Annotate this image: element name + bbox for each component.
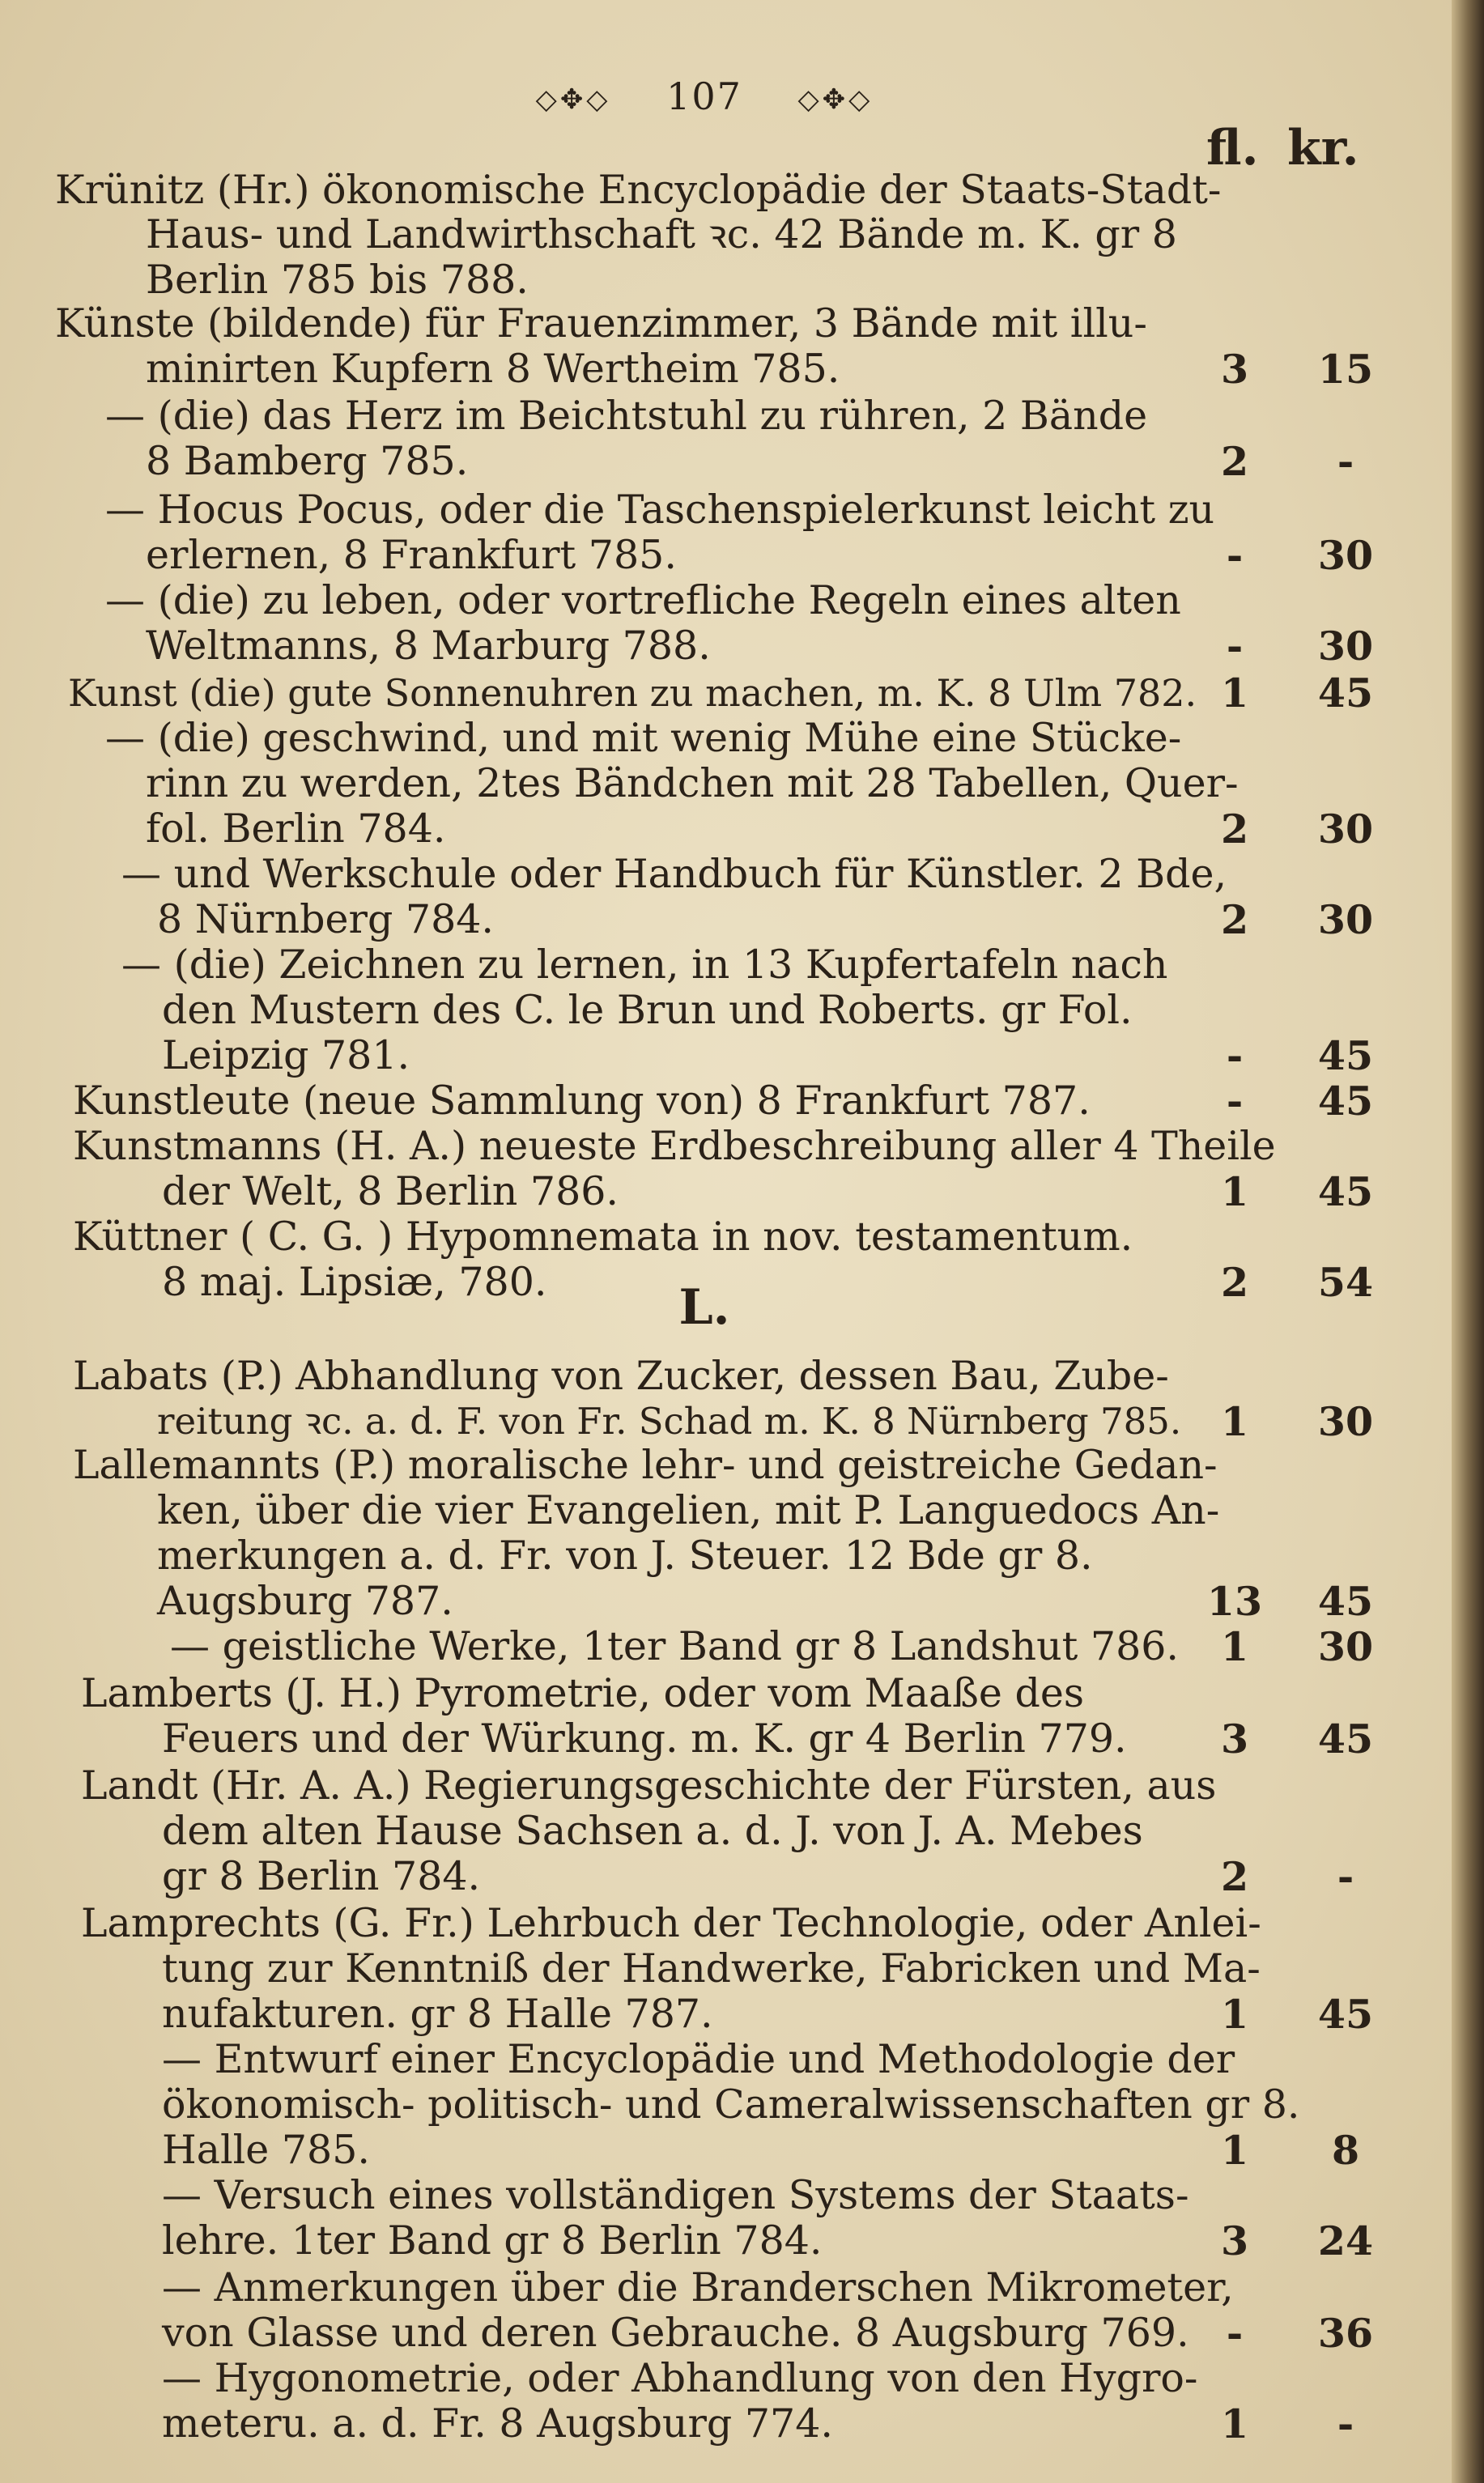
column-header-gulden: fl. <box>1206 120 1259 176</box>
entry-text: Labats (P.) Abhandlung von Zucker, dessen Bau, Zube- <box>73 1353 1169 1399</box>
entry-text: — Hocus Pocus, oder die Taschenspielerkunst leicht zu <box>105 487 1215 533</box>
catalog-line <box>0 300 1409 348</box>
entry-text: Feuers und der Würkung. m. K. gr 4 Berlin 779. <box>162 1716 1127 1762</box>
catalog-line <box>0 2354 1409 2403</box>
entry-text: Krünitz (Hr.) ökonomische Encyclopädie der Staats-Stadt- <box>55 167 1222 213</box>
entry-text: ökonomisch- politisch- und Cameralwissenschaften gr 8. <box>162 2081 1300 2128</box>
catalog-line <box>0 1122 1409 1171</box>
entry-text: dem alten Hause Sachsen a. d. J. von J. A. Mebes <box>162 1808 1143 1854</box>
price-gulden: - <box>1226 532 1244 579</box>
catalog-line <box>0 1167 1409 1216</box>
catalog-line <box>0 1762 1409 1810</box>
page-number: 107 <box>666 74 742 118</box>
entry-text: reitung ꝛc. a. d. F. von Fr. Schad m. K. 8 Nürnberg 785. <box>157 1400 1182 1443</box>
catalog-line <box>0 1077 1409 1125</box>
catalog-line <box>0 1990 1409 2039</box>
entry-text: — (die) Zeichnen zu lernen, in 13 Kupfertafeln nach <box>121 942 1168 988</box>
price-gulden: 13 <box>1206 1578 1263 1625</box>
entry-text: Lamprechts (G. Fr.) Lehrbuch der Technologie, oder Anlei- <box>81 1900 1261 1946</box>
book-spine-shadow <box>1452 0 1484 2483</box>
catalog-line <box>0 2171 1409 2220</box>
entry-text: merkungen a. d. Fr. von J. Steuer. 12 Bde gr 8. <box>157 1533 1093 1579</box>
price-gulden: - <box>1226 2310 1244 2357</box>
entry-text: 8 Bamberg 785. <box>146 438 469 484</box>
entry-text: gr 8 Berlin 784. <box>162 1853 481 1899</box>
entry-text: der Welt, 8 Berlin 786. <box>162 1168 619 1214</box>
entry-text: von Glasse und deren Gebrauche. 8 Augsburg 769. <box>162 2310 1189 2356</box>
catalog-line <box>0 941 1409 989</box>
entry-text: Küttner ( C. G. ) Hypomnemata in nov. testamentum. <box>73 1214 1133 1260</box>
price-gulden: 2 <box>1220 1259 1249 1306</box>
price-gulden: - <box>1226 1032 1244 1079</box>
page-header <box>0 74 1409 118</box>
price-gulden: 2 <box>1220 806 1249 852</box>
price-kreuzer: 30 <box>1317 623 1374 670</box>
catalog-line <box>0 2081 1409 2129</box>
entry-text: tung zur Kenntniß der Handwerke, Fabricken und Ma- <box>162 1945 1261 1992</box>
price-gulden: 3 <box>1220 1716 1249 1762</box>
catalog-line <box>0 805 1409 853</box>
price-kreuzer: 30 <box>1317 1623 1374 1670</box>
catalog-line <box>0 576 1409 625</box>
price-kreuzer: 45 <box>1317 1991 1374 2038</box>
entry-text: Lamberts (J. H.) Pyrometrie, oder vom Maaße des <box>81 1670 1084 1716</box>
price-kreuzer: - <box>1337 1853 1354 1900</box>
catalog-line <box>0 2309 1409 2358</box>
entry-text: Leipzig 781. <box>162 1032 410 1078</box>
price-kreuzer: 45 <box>1317 1716 1374 1762</box>
entry-text: — (die) zu leben, oder vortrefliche Regeln eines alten <box>105 577 1181 623</box>
catalog-line <box>0 256 1409 304</box>
entry-text: Halle 785. <box>162 2127 370 2173</box>
entry-text: — und Werkschule oder Handbuch für Künstler. 2 Bde, <box>121 851 1227 897</box>
catalog-line <box>0 531 1409 580</box>
ornament-left: ◇✥◇ <box>535 83 611 116</box>
entry-text: erlernen, 8 Frankfurt 785. <box>146 532 677 578</box>
price-kreuzer: 54 <box>1317 1259 1374 1306</box>
catalog-line <box>0 1031 1409 1080</box>
entry-text: nufakturen. gr 8 Halle 787. <box>162 1991 713 2037</box>
catalog-line <box>0 2217 1409 2265</box>
price-kreuzer: 45 <box>1317 1078 1374 1125</box>
catalog-line <box>0 1715 1409 1763</box>
entry-text: — Entwurf einer Encyclopädie und Methodologie der <box>162 2036 1235 2082</box>
catalog-line <box>0 1352 1409 1401</box>
catalog-line <box>0 1213 1409 1261</box>
catalog-line <box>0 1622 1409 1671</box>
price-gulden: 2 <box>1220 1853 1249 1900</box>
ornament-right: ◇✥◇ <box>797 83 874 116</box>
entry-text: — Hygonometrie, oder Abhandlung von den Hygro- <box>162 2355 1198 2401</box>
price-kreuzer: 30 <box>1317 806 1374 852</box>
entry-text: Lallemannts (P.) moralische lehr- und geistreiche Gedan- <box>73 1442 1218 1488</box>
price-gulden: 2 <box>1220 438 1249 485</box>
entry-text: lehre. 1ter Band gr 8 Berlin 784. <box>162 2217 823 2264</box>
price-gulden: - <box>1226 623 1244 670</box>
catalog-line <box>0 1945 1409 1993</box>
price-gulden: - <box>1226 1078 1244 1125</box>
column-header-kreuzer: kr. <box>1287 120 1359 176</box>
entry-text: Berlin 785 bis 788. <box>146 257 529 303</box>
catalog-line <box>0 2126 1409 2175</box>
entry-text: — Anmerkungen über die Branderschen Mikrometer, <box>162 2264 1234 2311</box>
price-gulden: 1 <box>1220 670 1249 716</box>
price-kreuzer: 8 <box>1331 2127 1360 2174</box>
price-kreuzer: 30 <box>1317 532 1374 579</box>
entry-text: Kunstmanns (H. A.) neueste Erdbeschreibung aller 4 Theile <box>73 1123 1276 1169</box>
catalog-line <box>0 1397 1409 1446</box>
catalog-line <box>0 1577 1409 1626</box>
catalog-line <box>0 1899 1409 1948</box>
catalog-line <box>0 1669 1409 1718</box>
price-kreuzer: 45 <box>1317 1578 1374 1625</box>
entry-text: minirten Kupfern 8 Wertheim 785. <box>146 346 840 392</box>
price-kreuzer: - <box>1337 438 1354 485</box>
catalog-line <box>0 895 1409 944</box>
price-kreuzer: 45 <box>1317 1168 1374 1215</box>
price-kreuzer: 15 <box>1317 346 1374 393</box>
entry-text: 8 maj. Lipsiæ, 780. <box>162 1259 547 1305</box>
price-gulden: 1 <box>1220 1991 1249 2038</box>
entry-text: 8 Nürnberg 784. <box>157 896 494 942</box>
entry-text: Kunst (die) gute Sonnenuhren zu machen, m. K. 8 Ulm 782. <box>68 671 1197 715</box>
price-gulden: 1 <box>1220 2400 1249 2447</box>
price-kreuzer: 36 <box>1317 2310 1374 2357</box>
entry-text: Landt (Hr. A. A.) Regierungsgeschichte der Fürsten, aus <box>81 1762 1217 1809</box>
price-kreuzer: 45 <box>1317 1032 1374 1079</box>
price-gulden: 1 <box>1220 1168 1249 1215</box>
entry-text: ken, über die vier Evangelien, mit P. Languedocs An- <box>157 1487 1220 1533</box>
price-kreuzer: 30 <box>1317 1398 1374 1445</box>
catalog-line <box>0 986 1409 1035</box>
entry-text: — geistliche Werke, 1ter Band gr 8 Landshut 786. <box>170 1623 1180 1669</box>
catalog-line <box>0 392 1409 440</box>
entry-text: meteru. a. d. Fr. 8 Augsburg 774. <box>162 2400 833 2447</box>
catalog-line <box>0 714 1409 763</box>
price-kreuzer: 24 <box>1317 2217 1374 2264</box>
price-gulden: 3 <box>1220 346 1249 393</box>
entry-text: — (die) das Herz im Beichtstuhl zu rühren, 2 Bände <box>105 393 1148 439</box>
entry-text: Künste (bildende) für Frauenzimmer, 3 Bände mit illu- <box>55 300 1147 347</box>
price-kreuzer: - <box>1337 2400 1354 2447</box>
entry-text: Haus- und Landwirthschaft ꝛc. 42 Bände m. K. gr 8 <box>146 211 1177 257</box>
price-gulden: 1 <box>1220 1398 1249 1445</box>
catalog-line <box>0 437 1409 486</box>
catalog-line <box>0 850 1409 899</box>
price-gulden: 2 <box>1220 896 1249 943</box>
catalog-line <box>0 2264 1409 2312</box>
catalog-line <box>0 1852 1409 1901</box>
price-gulden: 3 <box>1220 2217 1249 2264</box>
price-gulden: 1 <box>1220 2127 1249 2174</box>
catalog-line <box>0 1807 1409 1856</box>
catalog-line <box>0 669 1409 717</box>
catalog-line <box>0 486 1409 534</box>
catalog-line <box>0 210 1409 259</box>
entry-text: — Versuch eines vollständigen Systems der Staats- <box>162 2172 1189 2218</box>
price-kreuzer: 45 <box>1317 670 1374 716</box>
entry-text: rinn zu werden, 2tes Bändchen mit 28 Tabellen, Quer- <box>146 760 1239 806</box>
entry-text: — (die) geschwind, und mit wenig Mühe eine Stücke- <box>105 715 1182 761</box>
catalog-line <box>0 1441 1409 1490</box>
entry-text: den Mustern des C. le Brun und Roberts. gr Fol. <box>162 987 1133 1033</box>
catalog-line <box>0 622 1409 670</box>
entry-text: fol. Berlin 784. <box>146 806 446 852</box>
catalog-line <box>0 166 1409 215</box>
catalog-line <box>0 1532 1409 1580</box>
catalog-line <box>0 2400 1409 2448</box>
price-gulden: 1 <box>1220 1623 1249 1670</box>
price-kreuzer: 30 <box>1317 896 1374 943</box>
catalog-line <box>0 759 1409 808</box>
catalog-line <box>0 1486 1409 1535</box>
entry-text: Kunstleute (neue Sammlung von) 8 Frankfurt 787. <box>73 1078 1091 1124</box>
catalog-line <box>0 345 1409 393</box>
entry-text: Augsburg 787. <box>157 1578 453 1624</box>
catalog-line <box>0 2035 1409 2084</box>
entry-text: Weltmanns, 8 Marburg 788. <box>146 623 711 669</box>
section-letter: L. <box>678 1279 730 1336</box>
